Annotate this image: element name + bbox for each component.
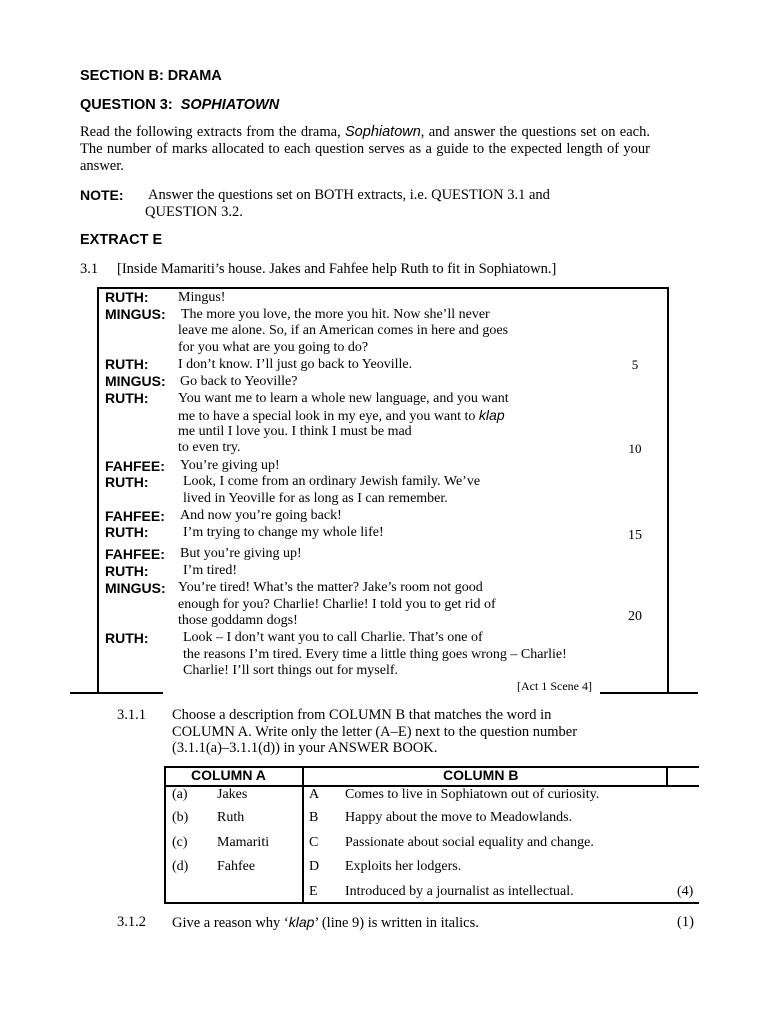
dialogue-line: Look – I don’t want you to call Charlie. That’s one of <box>183 630 483 645</box>
dialogue-line: leave me alone. So, if an American comes in here and goes <box>178 323 509 338</box>
dialogue-line: me until I love you. I think I must be mad <box>178 424 412 439</box>
table-left-border <box>164 766 166 903</box>
speaker-label: MINGUS: <box>105 580 166 596</box>
table-column-divider <box>302 766 304 903</box>
stage-direction: [Inside Mamariti’s house. Jakes and Fahfee help Ruth to fit in Sophiatown.] <box>117 261 557 277</box>
dialogue-line-text: me to have a special look in my eye, and you want to <box>178 409 479 424</box>
dialogue-line: Charlie! I’ll sort things out for myself. <box>183 663 399 678</box>
extract-top-border <box>97 287 669 289</box>
column-b-description: Happy about the move to Meadowlands. <box>345 810 573 825</box>
speaker-label: RUTH: <box>105 289 149 305</box>
speaker-label: MINGUS: <box>105 373 166 389</box>
column-b-letter: C <box>309 835 319 850</box>
column-a-key: (d) <box>172 859 189 874</box>
line-number: 15 <box>628 528 642 543</box>
intro-part1: Read the following extracts from the drama, <box>80 124 346 140</box>
intro-play-title: Sophiatown <box>345 124 421 140</box>
dialogue-line: I’m trying to change my whole life! <box>183 525 384 540</box>
question-title-prefix: QUESTION 3: <box>80 97 173 113</box>
dialogue-line: And now you’re going back! <box>180 508 342 523</box>
column-a-name: Mamariti <box>217 835 270 850</box>
speaker-label: RUTH: <box>105 356 149 372</box>
speaker-label: RUTH: <box>105 563 149 579</box>
column-b-letter: A <box>309 787 320 802</box>
column-a-header: COLUMN A <box>191 767 266 783</box>
line-number: 10 <box>628 441 642 456</box>
q311-marks: (4) <box>677 884 694 899</box>
dialogue-line: The more you love, the more you hit. Now she’ll never <box>181 307 490 322</box>
dialogue-line: But you’re giving up! <box>180 546 302 561</box>
q311-text-line: COLUMN A. Write only the letter (A–E) next to the question number <box>172 724 578 740</box>
column-a-name: Jakes <box>217 787 248 802</box>
q311-text-line: Choose a description from COLUMN B that matches the word in <box>172 707 552 723</box>
q311-number: 3.1.1 <box>117 707 146 723</box>
column-a-key: (c) <box>172 835 188 850</box>
q312-marks: (1) <box>677 914 694 930</box>
intro-paragraph <box>80 124 650 175</box>
extract-left-border <box>97 288 99 693</box>
column-b-description: Passionate about social equality and change. <box>345 835 594 850</box>
note-line-1: Answer the questions set on BOTH extracts, i.e. QUESTION 3.1 and <box>148 187 550 203</box>
table-bottom-border <box>164 902 699 904</box>
dialogue-line: I don’t know. I’ll just go back to Yeoville. <box>178 357 413 372</box>
q311-text-line: (3.1.1(a)–3.1.1(d)) in your ANSWER BOOK. <box>172 740 438 756</box>
dialogue-line: to even try. <box>178 440 241 455</box>
question-title <box>80 97 279 113</box>
q312-number: 3.1.2 <box>117 914 146 930</box>
speaker-label: RUTH: <box>105 390 149 406</box>
column-a-key: (a) <box>172 787 188 802</box>
note-line-2: QUESTION 3.2. <box>145 204 243 220</box>
scene-reference: [Act 1 Scene 4] <box>517 679 592 693</box>
column-a-key: (b) <box>172 810 189 825</box>
q31-number: 3.1 <box>80 261 99 277</box>
speaker-label: RUTH: <box>105 474 149 490</box>
column-b-description: Exploits her lodgers. <box>345 859 462 874</box>
q312-text-post: ’ (line 9) is written in italics. <box>314 915 479 931</box>
dialogue-line: enough for you? Charlie! Charlie! I told you to get rid of <box>178 597 496 612</box>
dialogue-line: You want me to learn a whole new language, and you want <box>178 391 509 406</box>
dialogue-line: Go back to Yeoville? <box>180 374 298 389</box>
dialogue-line: lived in Yeoville for as long as I can remember. <box>183 491 448 506</box>
column-a-name: Fahfee <box>217 859 256 874</box>
dialogue-line: Look, I come from an ordinary Jewish family. We’ve <box>183 474 481 489</box>
column-b-description: Introduced by a journalist as intellectual. <box>345 884 574 899</box>
table-header-right-tick <box>666 766 668 786</box>
dialogue-line: the reasons I’m tired. Every time a little thing goes wrong – Charlie! <box>183 647 567 662</box>
column-b-letter: E <box>309 884 318 899</box>
speaker-label: RUTH: <box>105 524 149 540</box>
dialogue-line: those goddamn dogs! <box>178 613 298 628</box>
question-title-play: SOPHIATOWN <box>180 97 280 113</box>
line-number: 5 <box>631 357 639 372</box>
speaker-label: FAHFEE: <box>105 508 165 524</box>
speaker-label: FAHFEE: <box>105 458 165 474</box>
column-a-name: Ruth <box>217 810 245 825</box>
dialogue-line: I’m tired! <box>183 563 238 578</box>
section-title: SECTION B: DRAMA <box>80 68 222 84</box>
extract-bottom-right-rule <box>600 692 698 694</box>
dialogue-line <box>178 407 505 425</box>
column-b-description: Comes to live in Sophiatown out of curiosity. <box>345 787 600 802</box>
extract-right-border <box>667 288 669 693</box>
speaker-label: FAHFEE: <box>105 546 165 562</box>
q312-text <box>172 914 479 932</box>
extract-title: EXTRACT E <box>80 232 163 248</box>
q312-klap-word: klap <box>288 914 315 930</box>
note-label: NOTE: <box>80 187 124 203</box>
speaker-label: RUTH: <box>105 630 149 646</box>
speaker-label: MINGUS: <box>105 306 166 322</box>
dialogue-line: Mingus! <box>178 290 226 305</box>
line-number: 20 <box>628 609 642 624</box>
column-b-letter: D <box>309 859 320 874</box>
klap-word: klap <box>478 407 505 423</box>
dialogue-line: for you what are you going to do? <box>178 340 369 355</box>
intro-part2: , and answer the questions set on each. The number of marks allocated to each question serves as a guide to the expected length of your answer. <box>80 124 650 174</box>
column-b-header: COLUMN B <box>443 767 519 783</box>
dialogue-line: You’re giving up! <box>180 458 280 473</box>
dialogue-line: You’re tired! What’s the matter? Jake’s room not good <box>178 580 483 595</box>
q312-text-pre: Give a reason why ‘ <box>172 915 289 931</box>
column-b-letter: B <box>309 810 319 825</box>
extract-bottom-left-rule <box>70 692 163 694</box>
